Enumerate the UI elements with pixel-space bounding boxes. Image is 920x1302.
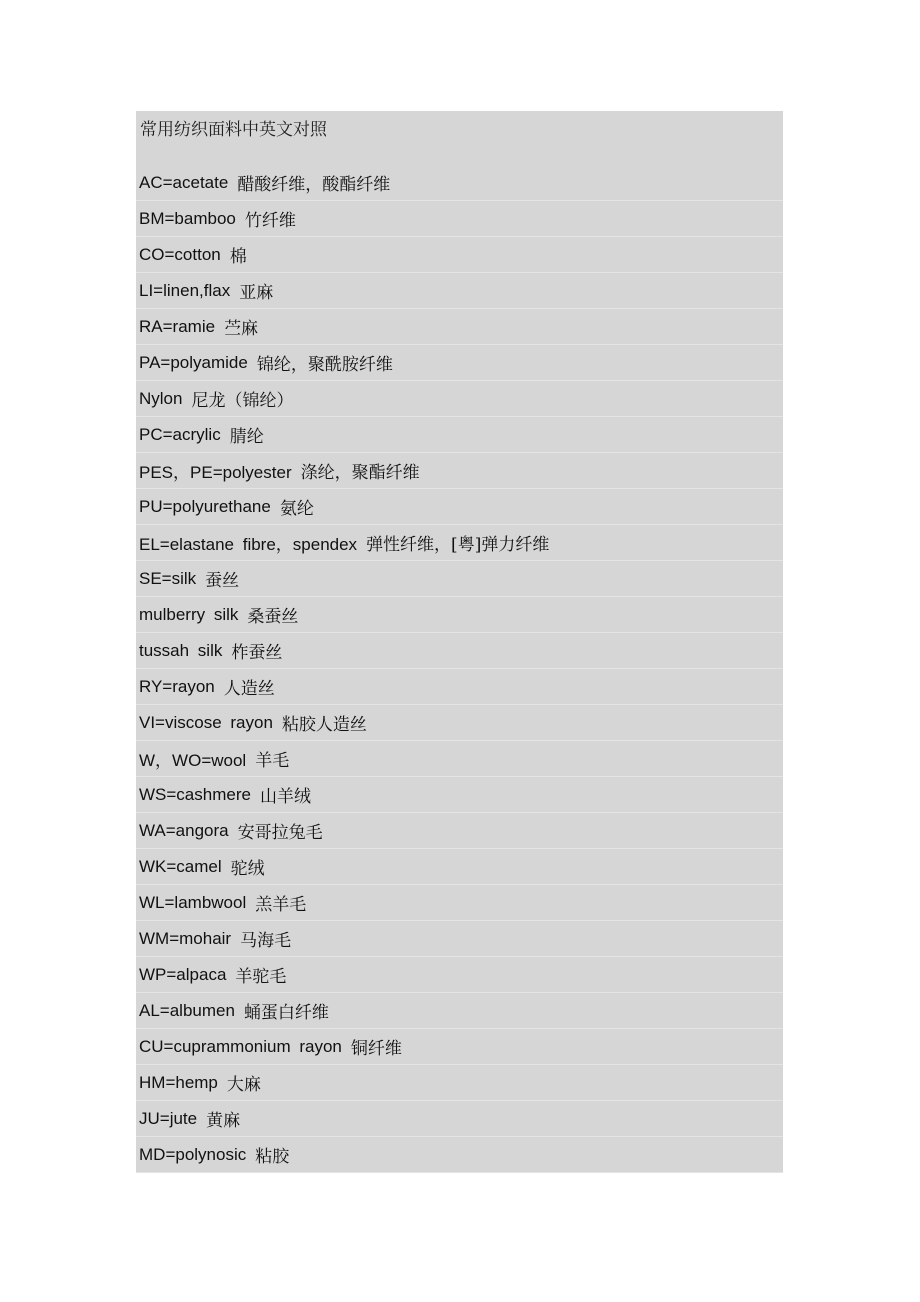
english-term: mulberry silk <box>139 604 239 624</box>
chinese-term: 羊驼毛 <box>235 967 287 987</box>
chinese-term: 马海毛 <box>240 931 292 951</box>
chinese-term: 山羊绒 <box>259 787 311 807</box>
glossary-row <box>136 1137 783 1173</box>
english-term: WS=cashmere <box>139 784 251 804</box>
glossary-row <box>136 633 783 669</box>
chinese-term: 粘胶 <box>255 1147 290 1167</box>
english-term: RY=rayon <box>139 676 215 696</box>
chinese-term: 竹纤维 <box>244 211 296 231</box>
glossary-row <box>136 1101 783 1137</box>
english-term: PES，PE=polyester <box>139 463 292 482</box>
chinese-term: 羊毛 <box>255 751 290 771</box>
fabric-glossary-table <box>136 111 783 1173</box>
chinese-term: 醋酸纤维，酸酯纤维 <box>237 175 391 195</box>
glossary-row <box>136 597 783 633</box>
glossary-row <box>136 813 783 849</box>
chinese-term: 涤纶，聚酯纤维 <box>300 463 420 483</box>
english-term: LI=linen,flax <box>139 280 231 300</box>
english-term: RA=ramie <box>139 316 216 336</box>
glossary-row <box>136 453 783 489</box>
chinese-term: 铜纤维 <box>350 1039 402 1059</box>
chinese-term: 锦纶，聚酰胺纤维 <box>256 355 393 375</box>
glossary-row <box>136 165 783 201</box>
english-term: BM=bamboo <box>139 208 236 228</box>
glossary-row <box>136 885 783 921</box>
chinese-term: 棉 <box>229 247 247 267</box>
english-term: WP=alpaca <box>139 964 227 984</box>
chinese-term: 安哥拉兔毛 <box>237 823 323 843</box>
chinese-term: 驼绒 <box>230 859 265 879</box>
glossary-row <box>136 201 783 237</box>
english-term: CU=cuprammonium rayon <box>139 1036 342 1056</box>
english-term: PC=acrylic <box>139 424 221 444</box>
english-term: CO=cotton <box>139 244 221 264</box>
glossary-row <box>136 237 783 273</box>
glossary-row <box>136 957 783 993</box>
chinese-term: 黄麻 <box>206 1111 241 1131</box>
english-term: WA=angora <box>139 820 229 840</box>
english-term: WM=mohair <box>139 928 232 948</box>
english-term: JU=jute <box>139 1108 198 1128</box>
glossary-rows <box>136 165 783 1173</box>
english-term: MD=polynosic <box>139 1144 247 1164</box>
glossary-row <box>136 309 783 345</box>
glossary-row <box>136 417 783 453</box>
chinese-term: 人造丝 <box>223 679 275 699</box>
english-term: WL=lambwool <box>139 892 247 912</box>
chinese-term: 大麻 <box>226 1075 261 1095</box>
glossary-row <box>136 993 783 1029</box>
chinese-term: 蛹蛋白纤维 <box>243 1003 329 1023</box>
english-term: WK=camel <box>139 856 222 876</box>
english-term: tussah silk <box>139 640 223 660</box>
chinese-term: 氨纶 <box>279 499 314 519</box>
glossary-row <box>136 345 783 381</box>
chinese-term: 柞蚕丝 <box>231 643 283 663</box>
chinese-term: 尼龙（锦纶） <box>191 391 294 411</box>
chinese-term: 桑蚕丝 <box>247 607 299 627</box>
chinese-term: 蚕丝 <box>205 571 240 591</box>
chinese-term: 亚麻 <box>239 283 274 303</box>
chinese-term: 弹性纤维，[粤]弹力纤维 <box>366 535 550 555</box>
document-title: 常用纺织面料中英文对照 <box>140 120 327 140</box>
english-term: Nylon <box>139 388 183 408</box>
chinese-term: 粘胶人造丝 <box>281 715 367 735</box>
english-term: AC=acetate <box>139 172 229 192</box>
english-term: VI=viscose rayon <box>139 712 273 732</box>
english-term: HM=hemp <box>139 1072 218 1092</box>
english-term: W，WO=wool <box>139 751 247 770</box>
chinese-term: 羔羊毛 <box>255 895 307 915</box>
glossary-row <box>136 525 783 561</box>
english-term: PU=polyurethane <box>139 496 271 516</box>
glossary-row <box>136 381 783 417</box>
glossary-row <box>136 273 783 309</box>
glossary-row <box>136 777 783 813</box>
chinese-term: 腈纶 <box>229 427 264 447</box>
glossary-row <box>136 561 783 597</box>
glossary-row <box>136 849 783 885</box>
glossary-row <box>136 669 783 705</box>
english-term: SE=silk <box>139 568 197 588</box>
glossary-row <box>136 489 783 525</box>
glossary-row <box>136 1065 783 1101</box>
glossary-row <box>136 921 783 957</box>
glossary-row <box>136 705 783 741</box>
chinese-term: 苎麻 <box>224 319 259 339</box>
glossary-row <box>136 1029 783 1065</box>
english-term: EL=elastane fibre，spendex <box>139 535 358 554</box>
english-term: AL=albumen <box>139 1000 235 1020</box>
glossary-row <box>136 741 783 777</box>
english-term: PA=polyamide <box>139 352 248 372</box>
